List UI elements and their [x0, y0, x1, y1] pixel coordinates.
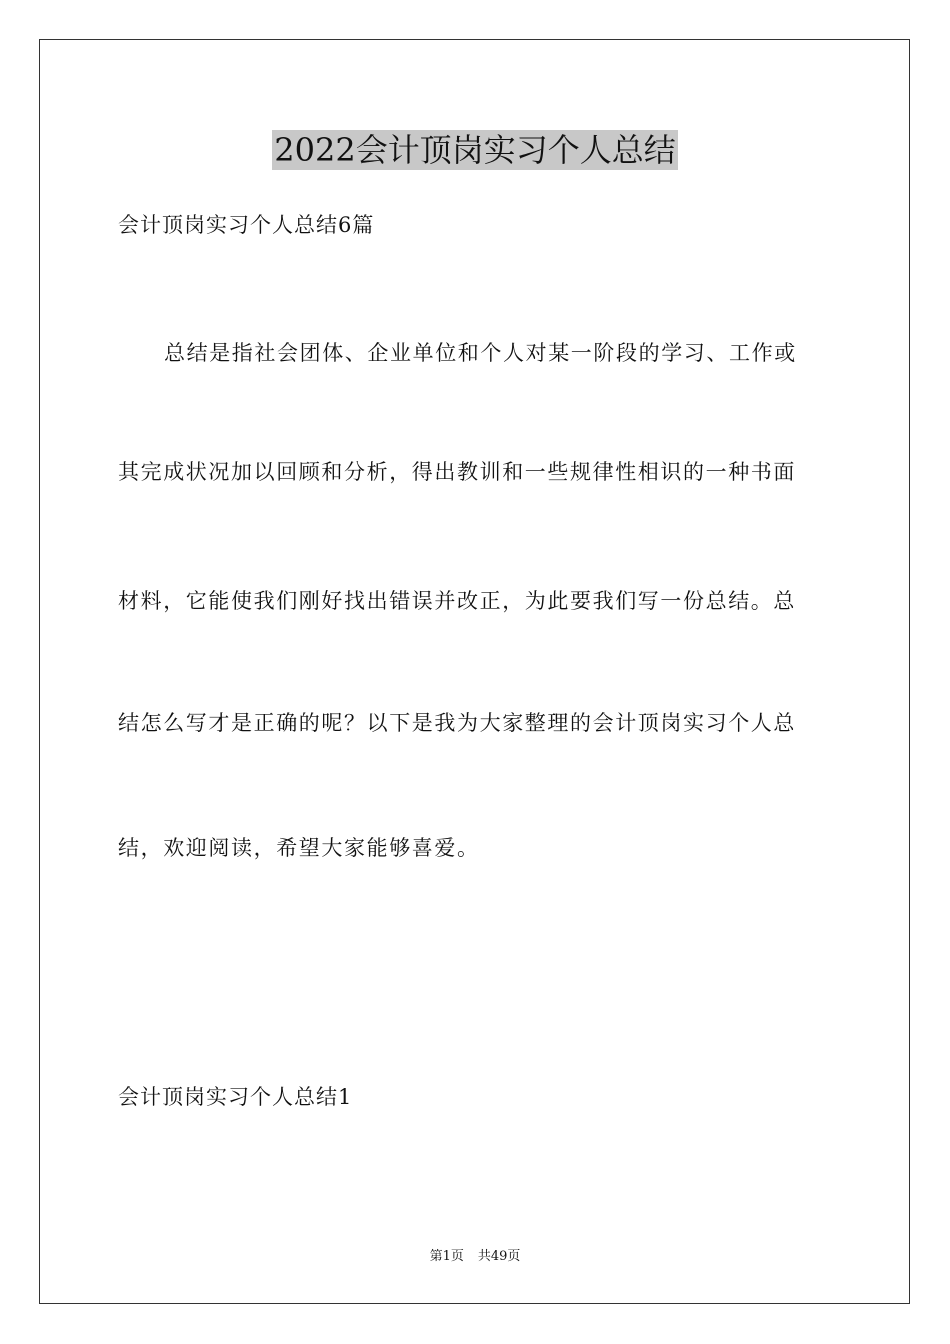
intro-paragraph-line-2: 其完成状况加以回顾和分析，得出教训和一些规律性相识的一种书面	[118, 460, 796, 484]
page-number: 第1页	[429, 1249, 464, 1264]
page-footer	[0, 1249, 950, 1265]
intro-paragraph-line-5: 结，欢迎阅读，希望大家能够喜爱。	[118, 836, 480, 860]
intro-paragraph-line-4: 结怎么写才是正确的呢？以下是我为大家整理的会计顶岗实习个人总	[118, 711, 796, 735]
document-title: 2022会计顶岗实习个人总结	[274, 131, 676, 169]
intro-paragraph-line-1	[118, 339, 834, 367]
intro-paragraph-line-3: 材料，它能使我们刚好找出错误并改正，为此要我们写一份总结。总	[118, 589, 796, 613]
page-total: 共49页	[477, 1249, 521, 1264]
section-heading: 会计顶岗实习个人总结1	[118, 1085, 353, 1109]
intro-text-1: 总结是指社会团体、企业单位和个人对某一阶段的学习、工作或	[164, 341, 797, 365]
document-subtitle: 会计顶岗实习个人总结6篇	[118, 213, 375, 237]
title-container	[0, 130, 950, 170]
